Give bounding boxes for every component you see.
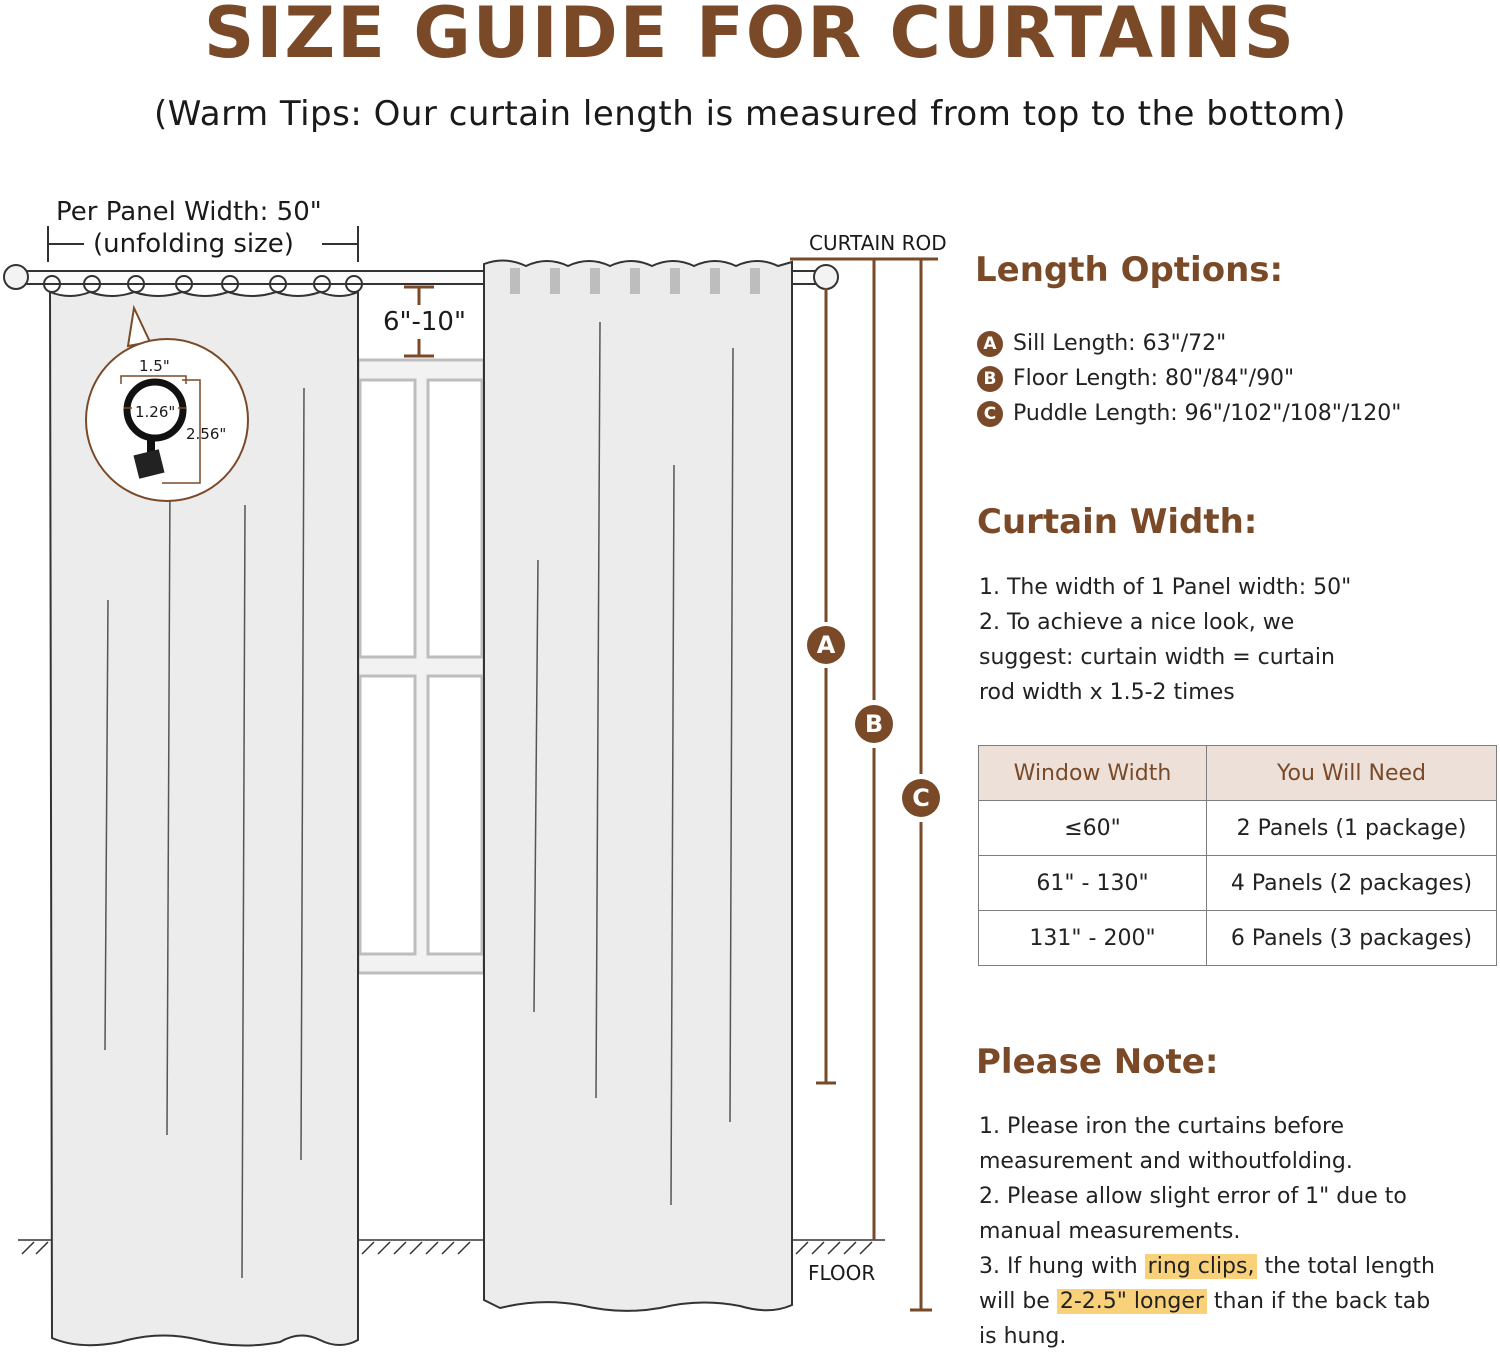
table-cell: 6 Panels (3 packages) xyxy=(1207,911,1497,966)
curtain-width-line: 2. To achieve a nice look, we xyxy=(979,610,1295,635)
note-text: the total length xyxy=(1257,1254,1435,1279)
note-line xyxy=(979,1249,1494,1284)
curtain-width-line: 1. The width of 1 Panel width: 50" xyxy=(979,575,1352,600)
rod-gap-label: 6"-10" xyxy=(383,307,466,337)
window-illustration xyxy=(358,360,484,973)
length-option-sill xyxy=(977,326,1401,361)
table-header-row xyxy=(979,746,1497,801)
ring-inner-diameter: 1.26" xyxy=(135,403,176,421)
note-line xyxy=(979,1284,1494,1319)
floor-label: FLOOR xyxy=(808,1261,876,1285)
note-text: will be xyxy=(979,1289,1057,1314)
note-line: is hung. xyxy=(979,1324,1067,1349)
table-cell: 2 Panels (1 package) xyxy=(1207,801,1497,856)
marker-b: B xyxy=(855,705,893,743)
length-option-text: Puddle Length: 96"/102"/108"/120" xyxy=(1013,401,1402,426)
length-option-puddle xyxy=(977,396,1401,431)
curtain-width-text xyxy=(979,570,1479,710)
badge-c: C xyxy=(977,401,1003,427)
note-line: manual measurements. xyxy=(979,1219,1241,1244)
length-option-floor xyxy=(977,361,1401,396)
curtain-width-heading: Curtain Width: xyxy=(977,502,1258,542)
note-line: 1. Please iron the curtains before xyxy=(979,1114,1345,1139)
length-options-heading: Length Options: xyxy=(975,250,1284,290)
length-option-text: Sill Length: 63"/72" xyxy=(1013,331,1227,356)
table-row xyxy=(979,911,1497,966)
table-cell: 131" - 200" xyxy=(979,911,1207,966)
please-note-text xyxy=(979,1109,1494,1354)
curtain-rod-label: CURTAIN ROD xyxy=(809,231,947,255)
badge-a: A xyxy=(977,331,1003,357)
note-line: measurement and withoutfolding. xyxy=(979,1149,1353,1174)
column-header-you-will-need: You Will Need xyxy=(1207,746,1497,801)
table-cell: ≤60" xyxy=(979,801,1207,856)
please-note-heading: Please Note: xyxy=(976,1042,1219,1082)
table-cell: 4 Panels (2 packages) xyxy=(1207,856,1497,911)
table-row xyxy=(979,801,1497,856)
ring-clip-height: 2.56" xyxy=(186,425,227,443)
marker-a: A xyxy=(807,626,845,664)
curtain-width-line: rod width x 1.5-2 times xyxy=(979,680,1235,705)
table-row xyxy=(979,856,1497,911)
panel-width-label: Per Panel Width: 50" xyxy=(56,197,322,227)
table-cell: 61" - 130" xyxy=(979,856,1207,911)
right-curtain-panel xyxy=(484,260,792,1310)
note-text: 3. If hung with xyxy=(979,1254,1145,1279)
marker-c: C xyxy=(902,779,940,817)
column-header-window-width: Window Width xyxy=(979,746,1207,801)
highlight-longer: 2-2.5" longer xyxy=(1057,1289,1207,1314)
note-text: than if the back tab xyxy=(1206,1289,1431,1314)
note-line: 2. Please allow slight error of 1" due to xyxy=(979,1184,1407,1209)
length-option-text: Floor Length: 80"/84"/90" xyxy=(1013,366,1295,391)
unfolding-size-label: (unfolding size) xyxy=(93,229,294,259)
ring-outer-diameter: 1.5" xyxy=(139,357,170,375)
warm-tips-subtitle: (Warm Tips: Our curtain length is measured from top to the bottom) xyxy=(154,94,1346,134)
page-title: SIZE GUIDE FOR CURTAINS xyxy=(203,0,1297,74)
curtain-width-line: suggest: curtain width = curtain xyxy=(979,645,1335,670)
badge-b: B xyxy=(977,366,1003,392)
window-size-table xyxy=(978,745,1497,966)
length-options-list xyxy=(977,326,1401,431)
highlight-ring-clips: ring clips, xyxy=(1145,1254,1258,1279)
